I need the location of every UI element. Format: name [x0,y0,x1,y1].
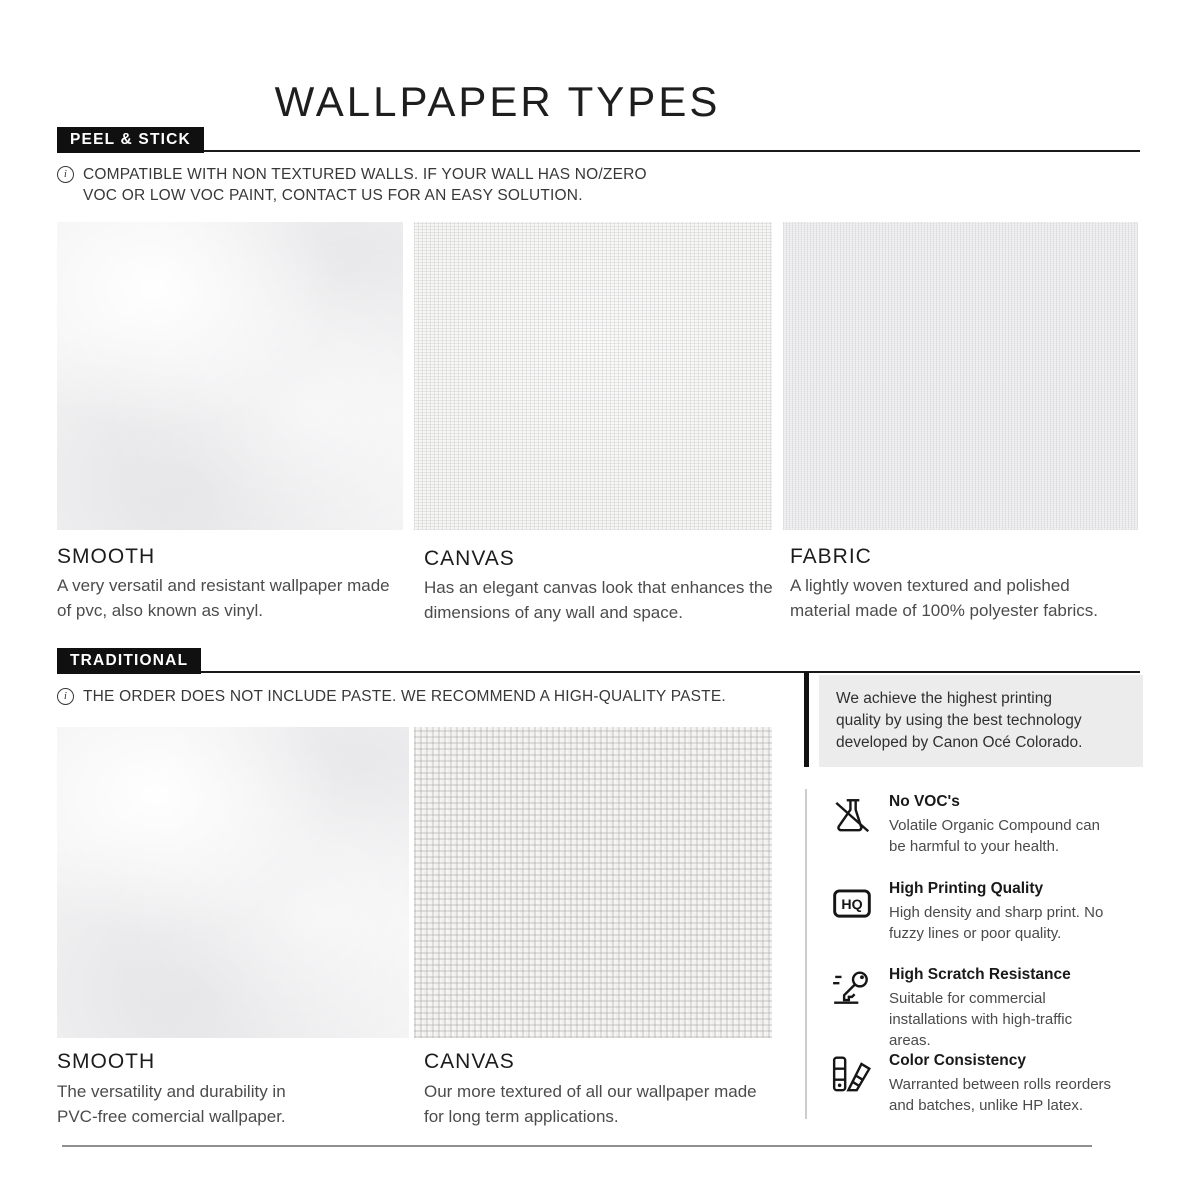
printing-quality-quote: We achieve the highest printing quality by using the best technology developed by Canon Océ Colorado. [819,675,1143,767]
feature-title: High Scratch Resistance [889,966,1071,983]
feature-title: High Printing Quality [889,880,1044,897]
section-badge-peel-stick: PEEL & STICK [57,127,204,153]
swatch-desc-canvas: Our more textured of all our wallpaper made for long term applications. [424,1082,757,1126]
feature-description: High density and sharp print. No fuzzy lines or poor quality. [889,904,1104,942]
hq-badge-icon [831,882,873,924]
swatch-label-fabric: FABRIC [790,545,872,568]
swatch-peel-stick-fabric [783,222,1138,530]
swatch-peel-stick-canvas [414,222,772,530]
feature-title: No VOC's [889,793,960,810]
swatch-desc-fabric: A lightly woven textured and polished material made of 100% polyester fabrics. [790,576,1099,620]
feature-high-printing-quality [831,880,1141,944]
swatch-label-canvas: CANVAS [424,1050,515,1073]
traditional-divider-line [57,671,1140,673]
info-icon: i [57,166,74,183]
feature-no-vocs [831,793,1141,857]
feature-color-consistency [831,1052,1141,1116]
peel-stick-note [57,164,658,206]
no-voc-flask-icon [831,795,873,837]
feature-description: Volatile Organic Compound can be harmful to your health. [889,817,1100,855]
page-title: WALLPAPER TYPES [274,78,721,126]
feature-title: Color Consistency [889,1052,1026,1069]
swatch-traditional-smooth [57,727,409,1038]
traditional-note [57,686,726,707]
swatch-traditional-canvas [414,727,772,1038]
bottom-rule [62,1145,1092,1147]
peel-stick-divider-line [57,150,1140,152]
swatch-desc-canvas: Has an elegant canvas look that enhances the dimensions of any wall and space. [424,578,773,622]
swatch-label-smooth: SMOOTH [57,545,156,568]
section-badge-traditional: TRADITIONAL [57,648,201,674]
features-separator-line [805,789,807,1119]
swatch-label-canvas: CANVAS [424,547,515,570]
svg-text:HQ: HQ [841,896,863,913]
swatch-label-smooth: SMOOTH [57,1050,156,1073]
swatch-desc-smooth: The versatility and durability in PVC-free comercial wallpaper. [57,1082,286,1126]
color-swatches-icon [831,1054,873,1096]
note-text: COMPATIBLE WITH NON TEXTURED WALLS. IF YOUR WALL HAS NO/ZERO VOC OR LOW VOC PAINT, CONTACT US FOR AN EASY SOLUTION. [83,166,647,204]
key-scratch-icon [831,968,873,1010]
feature-high-scratch-resistance [831,966,1141,1051]
info-icon: i [57,688,74,705]
feature-description: Suitable for commercial installations with high-traffic areas. [889,990,1073,1049]
swatch-peel-stick-smooth [57,222,403,530]
swatch-desc-smooth: A very versatil and resistant wallpaper made of pvc, also known as vinyl. [57,576,390,620]
quote-accent-bar [804,672,809,767]
feature-description: Warranted between rolls reorders and batches, unlike HP latex. [889,1076,1112,1114]
note-text: THE ORDER DOES NOT INCLUDE PASTE. WE RECOMMEND A HIGH-QUALITY PASTE. [83,688,726,705]
